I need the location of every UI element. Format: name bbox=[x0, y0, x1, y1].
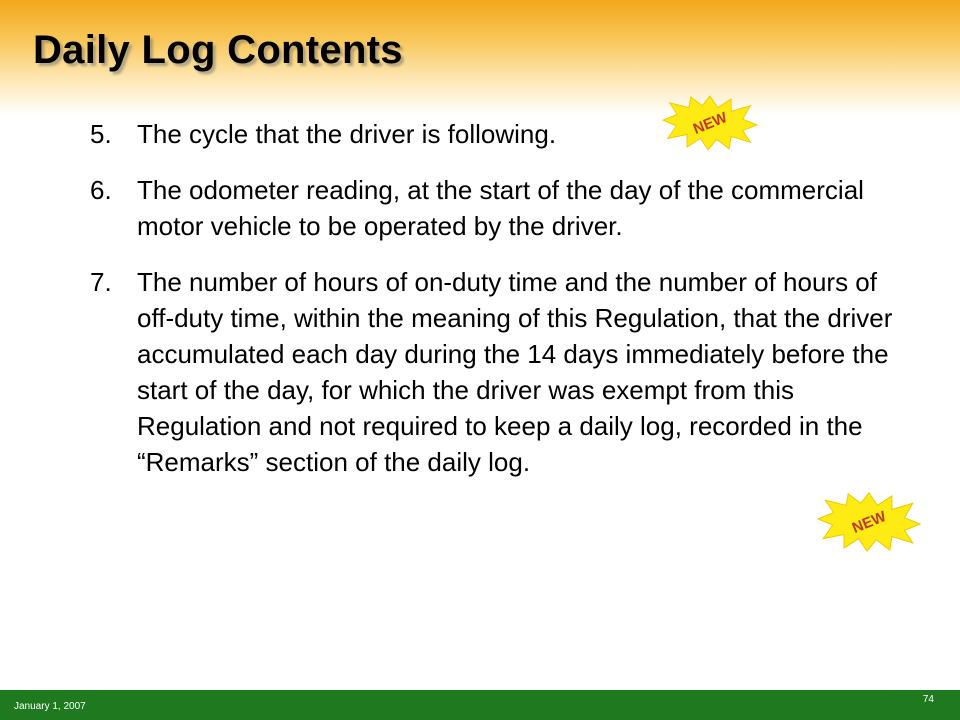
new-badge-label: NEW bbox=[849, 507, 889, 537]
content-list bbox=[90, 116, 910, 500]
new-badge-starburst bbox=[662, 94, 758, 152]
item-text: The odometer reading, at the start of the day of the commercial motor vehicle to be operated by the driver. bbox=[137, 175, 864, 241]
item-number: 7. bbox=[90, 267, 112, 297]
list-item bbox=[90, 172, 910, 244]
footer-bar bbox=[0, 690, 960, 720]
item-text: The cycle that the driver is following. bbox=[137, 119, 557, 149]
item-number: 5. bbox=[90, 119, 112, 149]
footer-date: January 1, 2007 bbox=[14, 701, 86, 712]
page-number: 74 bbox=[922, 694, 934, 705]
new-badge-starburst bbox=[817, 490, 921, 554]
slide-title: Daily Log Contents bbox=[33, 28, 403, 72]
list-item bbox=[90, 264, 910, 480]
list-item bbox=[90, 116, 910, 152]
new-badge-label: NEW bbox=[690, 108, 730, 138]
item-text: The number of hours of on-duty time and the number of hours of off-duty time, within the meaning of this Regulation, that the driver accumulated each day during the 14 days immediately before the start of the day, for which the driver was exempt from this Regulation and not required to keep a daily log, recorded in the “Remarks” section of the daily log. bbox=[137, 267, 893, 477]
item-number: 6. bbox=[90, 175, 112, 205]
